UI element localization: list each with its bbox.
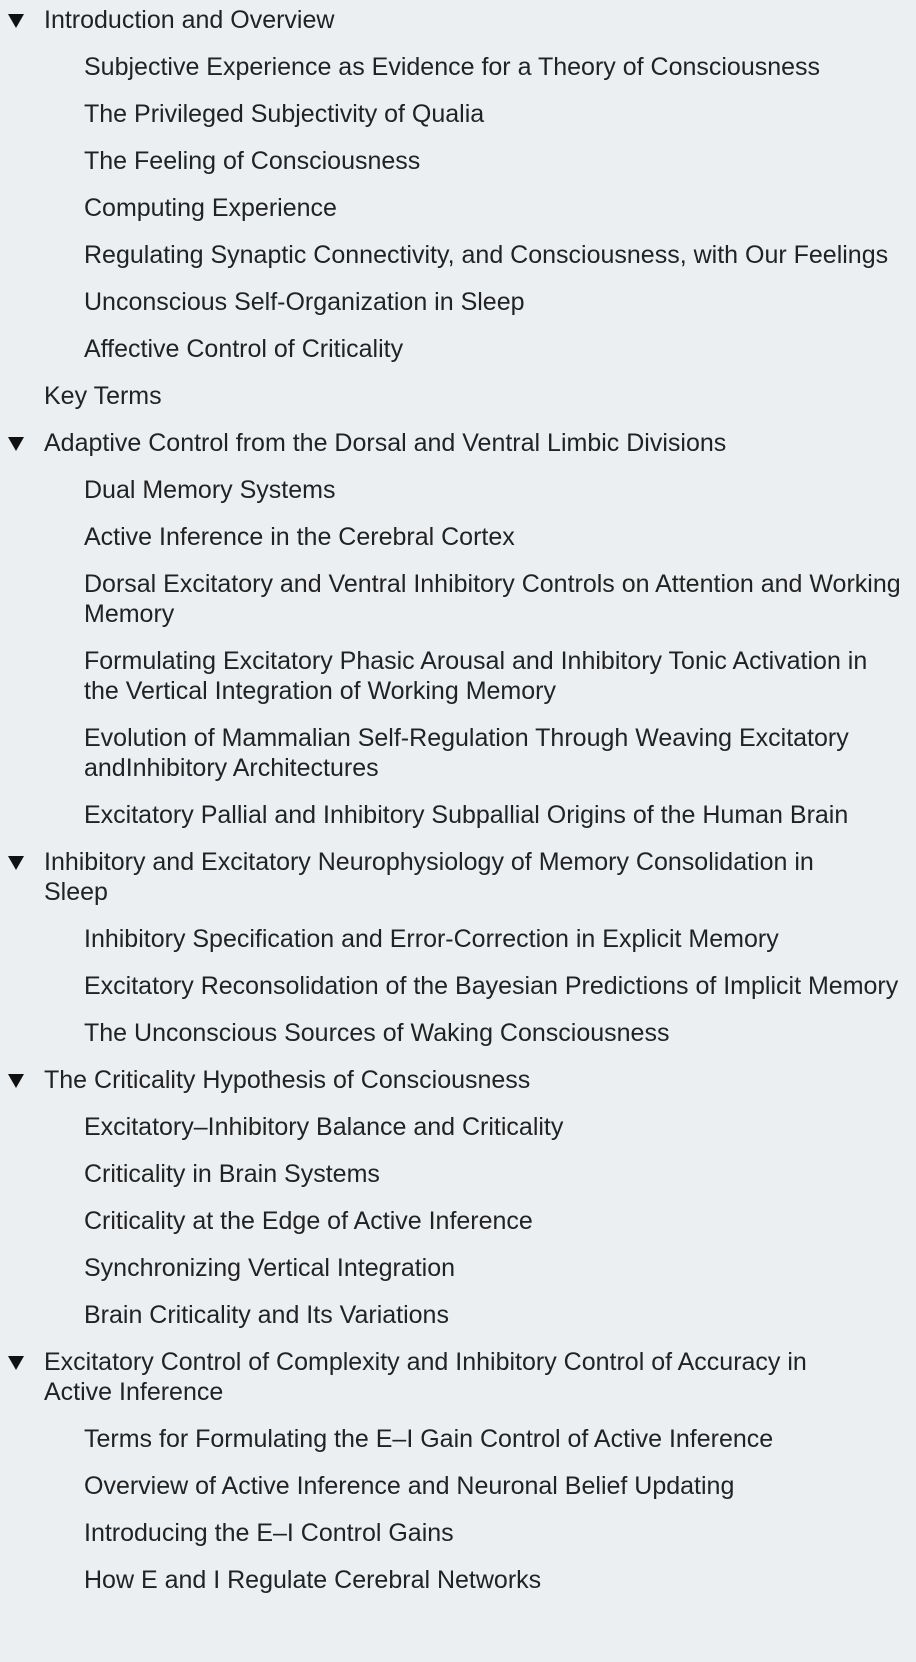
toc-item[interactable]: Affective Control of Criticality: [84, 335, 404, 363]
disclosure-triangle-icon[interactable]: [8, 437, 24, 451]
toc-item[interactable]: Dual Memory Systems: [84, 476, 336, 504]
toc-item[interactable]: Excitatory Pallial and Inhibitory Subpallial Origins of the Human Brain: [84, 801, 849, 829]
toc-item[interactable]: Excitatory–Inhibitory Balance and Criticality: [84, 1113, 564, 1141]
disclosure-triangle-icon[interactable]: [8, 14, 24, 28]
toc-item[interactable]: Excitatory Reconsolidation of the Bayesian Predictions of Implicit Memory: [84, 972, 899, 1000]
toc-item[interactable]: Subjective Experience as Evidence for a Theory of Consciousness: [84, 53, 821, 81]
toc-item[interactable]: Terms for Formulating the E–I Gain Control of Active Inference: [84, 1425, 774, 1453]
toc-section: [0, 1347, 916, 1612]
toc-section-title[interactable]: The Criticality Hypothesis of Consciousness: [44, 1066, 531, 1094]
toc-item[interactable]: Criticality at the Edge of Active Inference: [84, 1207, 533, 1235]
toc-section-title[interactable]: Introduction and Overview: [44, 6, 335, 34]
toc-item[interactable]: Unconscious Self-Organization in Sleep: [84, 288, 525, 316]
toc-section: [0, 847, 916, 1065]
toc-item[interactable]: Brain Criticality and Its Variations: [84, 1301, 449, 1329]
toc-section-heading[interactable]: [0, 381, 916, 428]
toc-item[interactable]: Formulating Excitatory Phasic Arousal and Inhibitory Tonic Activation in the Vertical Integration of Working Memory: [84, 647, 868, 705]
toc-item[interactable]: How E and I Regulate Cerebral Networks: [84, 1566, 542, 1594]
toc-item[interactable]: The Privileged Subjectivity of Qualia: [84, 100, 485, 128]
toc-item[interactable]: Inhibitory Specification and Error-Correction in Explicit Memory: [84, 925, 779, 953]
toc-section-heading[interactable]: [0, 1065, 916, 1112]
toc-item[interactable]: Criticality in Brain Systems: [84, 1160, 380, 1188]
toc-item[interactable]: Dorsal Excitatory and Ventral Inhibitory Controls on Attention and Working Memory: [84, 570, 901, 628]
toc-item[interactable]: Synchronizing Vertical Integration: [84, 1254, 456, 1282]
toc-item[interactable]: Evolution of Mammalian Self-Regulation Through Weaving Excitatory andInhibitory Architectures: [84, 724, 849, 782]
disclosure-triangle-icon[interactable]: [8, 856, 24, 870]
toc-section: [0, 5, 916, 381]
toc-section-heading[interactable]: [0, 5, 916, 52]
toc-item[interactable]: Regulating Synaptic Connectivity, and Consciousness, with Our Feelings: [84, 241, 889, 269]
toc-item[interactable]: Computing Experience: [84, 194, 337, 222]
toc-item[interactable]: The Unconscious Sources of Waking Consciousness: [84, 1019, 670, 1047]
toc-section-title[interactable]: Excitatory Control of Complexity and Inhibitory Control of Accuracy in Active Inference: [44, 1348, 807, 1406]
toc-item[interactable]: The Feeling of Consciousness: [84, 147, 421, 175]
toc-section-title[interactable]: Key Terms: [44, 382, 162, 410]
toc-section-heading[interactable]: [0, 428, 916, 475]
toc-section-heading[interactable]: [0, 847, 916, 924]
toc-item[interactable]: Active Inference in the Cerebral Cortex: [84, 523, 515, 551]
toc-section-heading[interactable]: [0, 1347, 916, 1424]
toc-item[interactable]: Overview of Active Inference and Neuronal Belief Updating: [84, 1472, 735, 1500]
toc-section: [0, 428, 916, 847]
disclosure-triangle-icon[interactable]: [8, 1074, 24, 1088]
toc-item[interactable]: Introducing the E–I Control Gains: [84, 1519, 454, 1547]
toc-section-title[interactable]: Inhibitory and Excitatory Neurophysiology of Memory Consolidation in Sleep: [44, 848, 814, 906]
disclosure-triangle-icon[interactable]: [8, 1356, 24, 1370]
toc-section: [0, 1065, 916, 1347]
toc-section-title[interactable]: Adaptive Control from the Dorsal and Ventral Limbic Divisions: [44, 429, 727, 457]
toc-section: [0, 381, 916, 428]
